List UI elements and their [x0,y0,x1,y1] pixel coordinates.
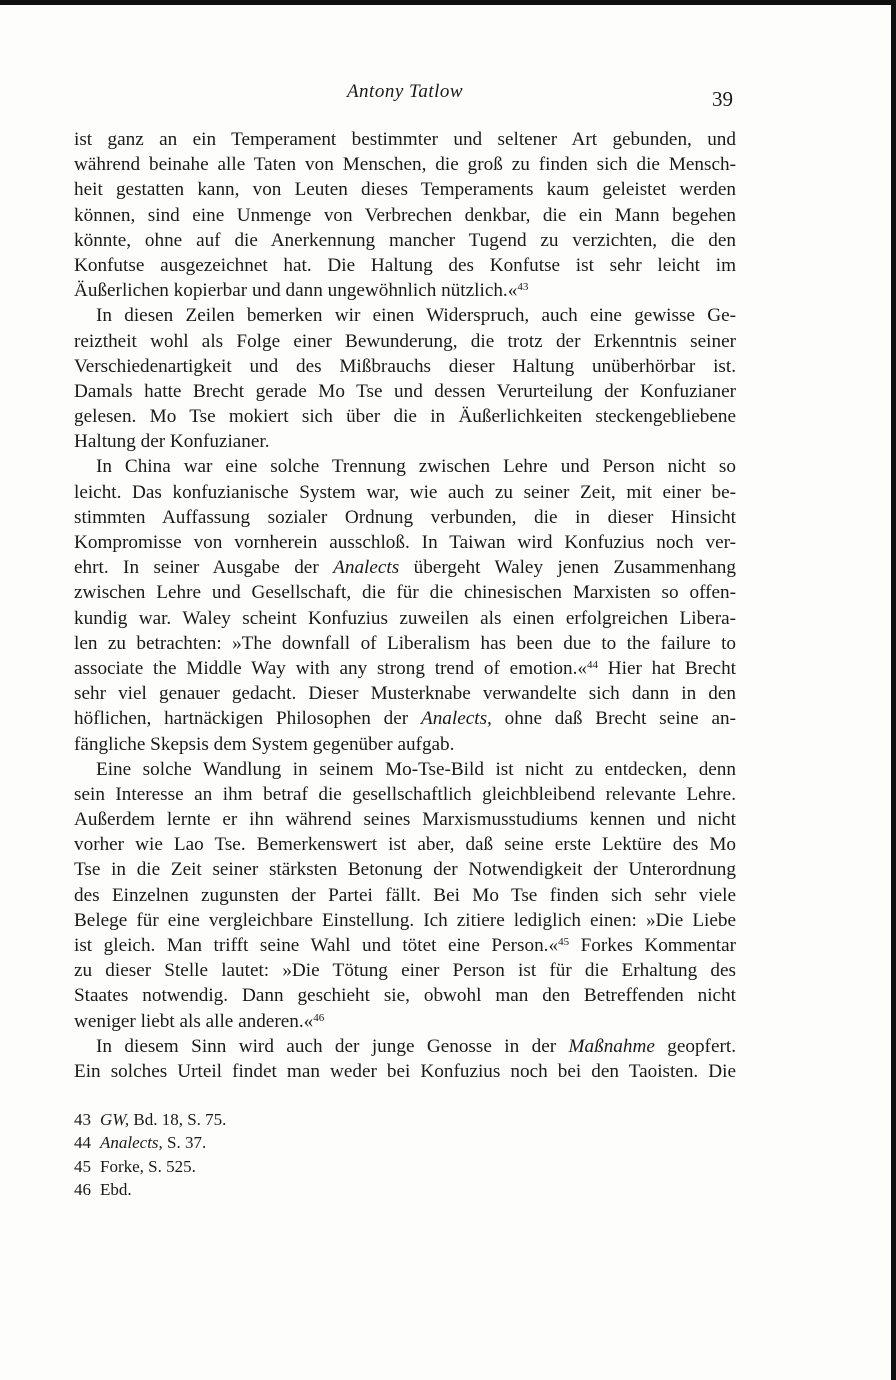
footnote [74,1108,474,1131]
text-line [74,505,736,530]
text-line [74,857,736,882]
text-run: Kompromisse von vornherein ausschloß. In Taiwan wird Konfuzius noch ver- [74,532,736,553]
text-run: gelesen. Mo Tse mokiert sich über die in Äußerlichkeiten steckengebliebene [74,406,736,428]
text-run: des Einzelnen zugunsten der Partei fällt. Bei Mo Tse finden sich sehr viele [74,884,736,906]
text-run: sehr viel genauer gedacht. Dieser Musterknabe verwandelte sich dann in den [74,683,736,705]
text-line [74,983,736,1008]
text-run: fängliche Skepsis dem System gegenüber aufgab. [74,733,455,755]
text-line [74,253,736,278]
text-run: In China war eine solche Trennung zwischen Lehre und Person nicht so [96,456,736,478]
text-line [74,429,736,454]
text-line [74,908,736,933]
footnote-reference: 45 [558,936,570,948]
text-run: Ein solches Urteil findet man weder bei Konfuzius noch bei den Taoisten. Die [74,1060,736,1082]
text-line [74,203,736,228]
footnote [74,1178,474,1201]
paragraph [74,303,736,454]
text-line [74,1034,736,1059]
text-run: In diesen Zeilen bemerken wir einen Widerspruch, auch eine gewisse Ge- [96,305,736,327]
italic-title: Analects, [420,708,492,730]
text-run: zwischen Lehre und Gesellschaft, die für die chinesischen Marxisten so offen- [74,582,736,604]
text-line [74,631,736,656]
text-line [74,883,736,908]
text-run: ohne daß Brecht seine an- [491,708,736,730]
footnote-number: 43 [74,1110,91,1129]
text-line [74,681,736,706]
text-line [74,757,736,782]
text-run: Staates notwendig. Dann geschieht sie, obwohl man den Betreffenden nicht [74,985,736,1007]
text-run: zu dieser Stelle lautet: »Die Tötung einer Person ist für die Erhaltung des [74,960,736,982]
text-line [74,832,736,857]
text-run: ist gleich. Man trifft seine Wahl und tötet eine Person.« [74,935,559,956]
running-header-author: Antony Tatlow [346,81,464,102]
text-line [74,228,736,253]
text-run: Belege für eine vergleichbare Einstellung. Ich zitiere lediglich einen: »Die Liebe [74,909,736,931]
text-run: Bd. 18, S. 75. [129,1110,227,1129]
text-line [74,404,736,429]
footnote-number: 46 [74,1179,91,1199]
text-run: ehrt. In seiner Ausgabe der [74,557,334,579]
text-line [74,807,736,832]
text-run: geopfert. [654,1035,736,1057]
text-run: Äußerlichen kopierbar und dann ungewöhnlich nützlich.« [74,280,518,302]
text-line [74,177,736,202]
text-line [74,555,736,580]
text-run: Forke, S. 525. [100,1156,196,1176]
text-line [74,933,736,958]
text-run: Verschiedenartigkeit und des Mißbrauchs dieser Haltung unüberhörbar ist. [74,355,736,377]
footnote-number: 44 [74,1133,91,1153]
paragraph [74,127,736,303]
text-run: In diesem Sinn wird auch der junge Genosse in der [96,1035,569,1057]
text-run: Damals hatte Brecht gerade Mo Tse und dessen Verurteilung der Konfuzianer [74,380,736,402]
text-run: Forkes Kommentar [569,935,736,956]
text-line [74,958,736,983]
text-line [74,656,736,681]
text-line [74,278,736,303]
text-line [74,379,736,404]
text-run: ist ganz an ein Temperament bestimmter und seltener Art gebunden, und [74,129,736,150]
text-run: Ebd. [100,1179,132,1199]
text-line [74,580,736,605]
text-run: höflichen, hartnäckigen Philosophen der [74,708,421,730]
text-run: Konfutse ausgezeichnet hat. Die Haltung des Konfutse ist sehr leicht im [74,254,736,276]
footnote-reference: 43 [517,281,529,294]
text-line [74,1009,736,1034]
text-line [74,732,736,757]
footnote [74,1155,474,1178]
text-line [74,480,736,505]
text-run: während beinahe alle Taten von Menschen, die groß zu finden sich die Mensch- [74,154,736,176]
footnotes [74,1108,474,1201]
paragraph [74,1034,736,1084]
text-line [74,329,736,354]
footnote [74,1131,474,1154]
text-run: Hier hat Brecht [597,657,736,679]
text-line [74,303,736,328]
italic-title: Analects [333,557,400,579]
page-number: 39 [712,87,733,111]
text-line [74,1059,736,1084]
text-line [74,152,736,177]
text-run: übergeht Waley jenen Zusammenhang [399,557,736,579]
text-run: sein Interesse an ihm betraf die gesellschaftlich gleichbleibend relevante Lehre. [74,783,736,805]
text-line [74,454,736,479]
text-run: Tse in die Zeit seiner stärksten Betonung der Notwendigkeit der Unterordnung [74,859,736,881]
footnote-reference: 46 [313,1011,325,1024]
text-line [74,606,736,631]
text-run: stimmten Auffassung sozialer Ordnung verbunden, die in dieser Hinsicht [74,506,736,528]
footnote-reference: 44 [586,658,598,671]
body-text [74,127,736,1084]
text-run: kundig war. Waley scheint Konfuzius zuweilen als einen erfolgreichen Libera- [74,607,736,629]
text-line [74,127,736,152]
text-run: Eine solche Wandlung in seinem Mo-Tse-Bild ist nicht zu entdecken, denn [96,758,736,780]
text-line [74,782,736,807]
text-line [74,354,736,379]
text-run: heit gestatten kann, von Leuten dieses Temperaments kaum geleistet werden [74,179,736,201]
text-run: reiztheit wohl als Folge einer Bewunderung, die trotz der Erkenntnis seiner [74,330,736,352]
text-run: leicht. Das konfuzianische System war, wie auch zu seiner Zeit, mit einer be- [74,481,736,503]
text-run: len zu betrachten: »The downfall of Liberalism has been due to the failure to [74,632,736,654]
text-run: Außerdem lernte er ihn während seines Marxismusstudiums kennen und nicht [74,809,736,831]
text-run: weniger liebt als alle anderen.« [74,1010,314,1032]
text-run: Haltung der Konfuzianer. [74,431,270,453]
text-run: associate the Middle Way with any strong trend of emotion.« [74,657,587,679]
text-run: S. 37. [162,1133,207,1153]
text-run: könnte, ohne auf die Anerkennung mancher Tugend zu verzichten, die den [74,229,736,251]
italic-title: GW, [100,1110,130,1129]
text-run: können, sind eine Unmenge von Verbrechen denkbar, die ein Mann begehen [74,204,736,226]
footnote-number: 45 [74,1156,91,1176]
text-run: vorher wie Lao Tse. Bemerkenswert ist aber, daß seine erste Lektüre des Mo [74,834,736,856]
italic-title: Maßnahme [568,1035,655,1057]
paragraph [74,757,736,1034]
text-line [74,706,736,731]
paragraph [74,454,736,756]
text-line [74,530,736,555]
italic-title: Analects, [100,1133,163,1153]
